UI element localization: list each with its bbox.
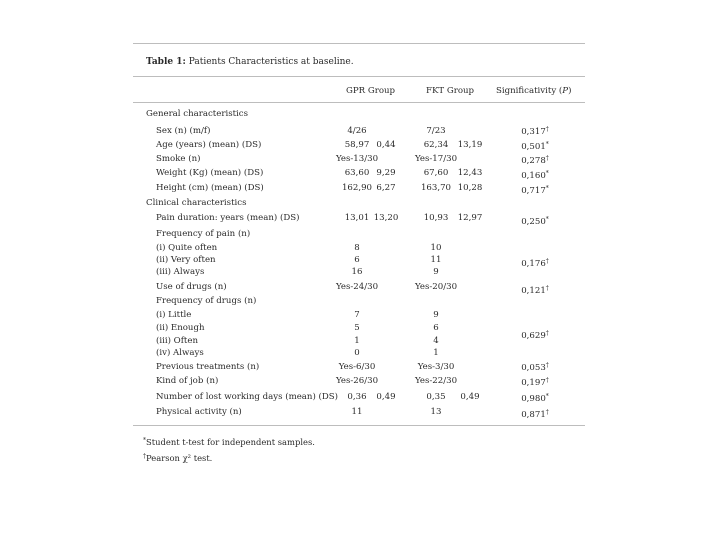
p-value-cell xyxy=(505,171,565,182)
gpr-value: 58,97 xyxy=(344,140,370,150)
fkt-value: 163,70 xyxy=(420,183,452,193)
fkt-value: Yes-22/30 xyxy=(414,376,458,386)
row-label: (i) Quite often xyxy=(156,243,218,253)
footnote-text: Student t-test for independent samples. xyxy=(146,437,315,447)
p-value-cell xyxy=(505,156,565,167)
table-bottom-rule xyxy=(133,425,585,426)
fkt-value: 1 xyxy=(433,348,439,358)
row-label: (iii) Often xyxy=(156,336,198,346)
footnote-mark: * xyxy=(143,437,146,444)
p-value: 0,317 xyxy=(521,127,546,137)
p-value: 0,053 xyxy=(521,363,546,373)
p-value-mark: † xyxy=(545,258,549,265)
header-top-rule xyxy=(133,76,585,77)
gpr-value: Yes-6/30 xyxy=(338,362,376,372)
fkt-value: 6 xyxy=(433,323,439,333)
fkt-value: Yes-20/30 xyxy=(414,282,458,292)
p-value-mark: * xyxy=(545,216,549,223)
row-label: Number of lost working days (mean) (DS) xyxy=(156,392,339,402)
p-value: 0,160 xyxy=(521,171,546,181)
fkt-value: 4 xyxy=(433,336,439,346)
row-label: Pain duration: years (mean) (DS) xyxy=(156,213,300,223)
fkt-value: Yes-3/30 xyxy=(417,362,455,372)
p-value-cell xyxy=(505,363,565,374)
row-label: (ii) Very often xyxy=(156,255,216,265)
header-close: ) xyxy=(568,86,572,96)
p-value-mark: * xyxy=(545,141,549,148)
row-label: Previous treatments (n) xyxy=(156,362,260,372)
p-value: 0,629 xyxy=(521,331,546,341)
p-value: 0,278 xyxy=(521,156,546,166)
fkt-sd: 0,49 xyxy=(460,392,480,402)
header-p-symbol: P xyxy=(562,86,569,96)
fkt-value: 62,34 xyxy=(423,140,449,150)
p-value: 0,871 xyxy=(521,410,546,420)
gpr-sd: 13,20 xyxy=(373,213,399,223)
p-value-mark: * xyxy=(545,185,549,192)
gpr-value: 0,36 xyxy=(347,392,367,402)
table-title-text: Patients Characteristics at baseline. xyxy=(185,57,354,67)
header-significativity xyxy=(496,86,571,96)
gpr-sd: 0,49 xyxy=(376,392,396,402)
top-rule xyxy=(133,43,585,44)
fkt-value: 9 xyxy=(433,310,439,320)
p-value-mark: † xyxy=(545,409,549,416)
table-title-label: Table 1: xyxy=(146,57,186,67)
header-significativity-label: Significativity ( xyxy=(496,86,563,96)
p-value-mark: † xyxy=(545,155,549,162)
row-label: Weight (Kg) (mean) (DS) xyxy=(156,168,264,178)
gpr-sd: 0,44 xyxy=(376,140,396,150)
p-value: 0,121 xyxy=(521,286,546,296)
p-value: 0,980 xyxy=(521,394,546,404)
fkt-value: 67,60 xyxy=(423,168,449,178)
gpr-value: 162,90 xyxy=(341,183,373,193)
p-value: 0,501 xyxy=(521,142,546,152)
row-label: (iii) Always xyxy=(156,267,205,277)
fkt-sd: 12,43 xyxy=(457,168,483,178)
p-value: 0,717 xyxy=(521,186,546,196)
p-value-mark: * xyxy=(545,170,549,177)
header-bottom-rule xyxy=(133,102,585,103)
row-label: Frequency of pain (n) xyxy=(156,229,251,239)
fkt-value: Yes-17/30 xyxy=(414,154,458,164)
gpr-value: 11 xyxy=(351,407,363,417)
p-value-mark: † xyxy=(545,285,549,292)
p-value-mark: † xyxy=(545,377,549,384)
p-value-mark: † xyxy=(545,126,549,133)
p-value: 0,250 xyxy=(521,217,546,227)
row-label: Use of drugs (n) xyxy=(156,282,227,292)
footnote-text: Pearson χ² test. xyxy=(146,453,213,463)
row-label: Kind of job (n) xyxy=(156,376,219,386)
row-label: Age (years) (mean) (DS) xyxy=(156,140,262,150)
gpr-sd: 9,29 xyxy=(376,168,396,178)
p-value-cell xyxy=(505,394,565,405)
gpr-value: Yes-26/30 xyxy=(335,376,379,386)
row-label: (i) Little xyxy=(156,310,192,320)
gpr-value: 6 xyxy=(354,255,360,265)
fkt-sd: 12,97 xyxy=(457,213,483,223)
gpr-value: 0 xyxy=(354,348,360,358)
row-label: Physical activity (n) xyxy=(156,407,242,417)
fkt-value: 10 xyxy=(430,243,442,253)
p-value-cell xyxy=(505,286,565,297)
footnote-chisq xyxy=(143,453,212,463)
p-value-cell xyxy=(505,331,565,342)
row-label: (ii) Enough xyxy=(156,323,205,333)
gpr-value: Yes-13/30 xyxy=(335,154,379,164)
gpr-sd: 6,27 xyxy=(376,183,396,193)
gpr-value: 5 xyxy=(354,323,360,333)
section-heading: Clinical characteristics xyxy=(146,198,247,208)
p-value: 0,197 xyxy=(521,378,546,388)
footnote-mark: † xyxy=(143,453,146,460)
gpr-value: 8 xyxy=(354,243,360,253)
gpr-value: Yes-24/30 xyxy=(335,282,379,292)
p-value-cell xyxy=(505,127,565,138)
p-value-cell xyxy=(505,259,565,270)
row-label: Height (cm) (mean) (DS) xyxy=(156,183,264,193)
gpr-value: 63,60 xyxy=(344,168,370,178)
p-value: 0,176 xyxy=(521,259,546,269)
p-value-mark: † xyxy=(545,362,549,369)
header-fkt: FKT Group xyxy=(426,86,475,96)
p-value-cell xyxy=(505,186,565,197)
fkt-sd: 13,19 xyxy=(457,140,483,150)
p-value-cell xyxy=(505,217,565,228)
footnote-ttest xyxy=(143,437,315,447)
p-value-mark: * xyxy=(545,393,549,400)
p-value-cell xyxy=(505,142,565,153)
section-heading: General characteristics xyxy=(146,109,249,119)
p-value-cell xyxy=(505,378,565,389)
gpr-value: 16 xyxy=(351,267,363,277)
row-label: (iv) Always xyxy=(156,348,204,358)
gpr-value: 1 xyxy=(354,336,360,346)
p-value-mark: † xyxy=(545,330,549,337)
fkt-value: 10,93 xyxy=(423,213,449,223)
gpr-value: 13,01 xyxy=(344,213,370,223)
fkt-sd: 10,28 xyxy=(457,183,483,193)
p-value-cell xyxy=(505,410,565,421)
fkt-value: 11 xyxy=(430,255,442,265)
fkt-value: 0,35 xyxy=(426,392,446,402)
fkt-value: 7/23 xyxy=(426,126,446,136)
row-label: Sex (n) (m/f) xyxy=(156,126,211,136)
fkt-value: 9 xyxy=(433,267,439,277)
gpr-value: 4/26 xyxy=(347,126,367,136)
fkt-value: 13 xyxy=(430,407,442,417)
header-gpr: GPR Group xyxy=(346,86,396,96)
table-title xyxy=(146,57,354,67)
row-label: Smoke (n) xyxy=(156,154,201,164)
row-label: Frequency of drugs (n) xyxy=(156,296,257,306)
gpr-value: 7 xyxy=(354,310,360,320)
